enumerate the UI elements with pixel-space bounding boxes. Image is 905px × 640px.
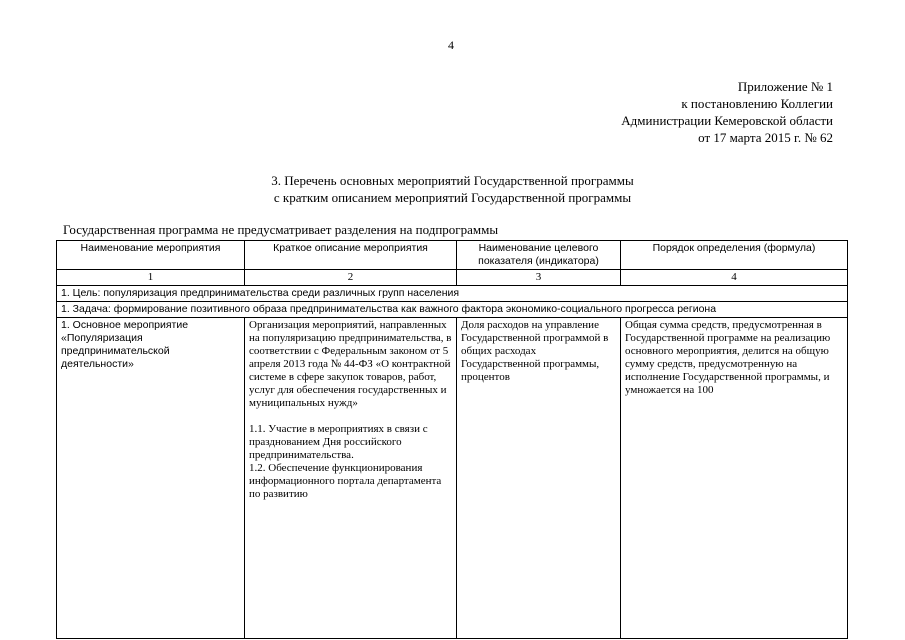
section-title-line-1: 3. Перечень основных мероприятий Государственной программы — [271, 173, 634, 188]
table-header-row — [57, 241, 848, 270]
table-row — [57, 318, 848, 639]
subitem-1-2: 1.2. Обеспечение функционирования информационного портала департамента по развитию — [249, 462, 442, 500]
appendix-header — [621, 78, 833, 146]
column-number: 2 — [245, 270, 457, 286]
appendix-line-2: к постановлению Коллегии — [681, 96, 833, 111]
appendix-line-4: от 17 марта 2015 г. № 62 — [698, 130, 833, 145]
task-row — [57, 302, 848, 318]
column-number: 1 — [57, 270, 245, 286]
header-formula: Порядок определения (формула) — [621, 241, 848, 270]
goal-row — [57, 286, 848, 302]
goal-text: 1. Цель: популяризация предпринимательства среди различных групп населения — [57, 286, 848, 302]
appendix-line-1: Приложение № 1 — [737, 79, 833, 94]
description-text: Организация мероприятий, направленных на популяризацию предпринимательства, в соответствии с Федеральным законом от 5 апреля 2013 года № 44-ФЗ «О контрактной системе в сфере закупок товаров, работ, услуг для обеспечения государственных и муниципальных нужд» — [249, 319, 452, 409]
event-name-cell: 1. Основное мероприятие «Популяризация предпринимательской деятельности» — [57, 318, 245, 639]
event-description-cell — [245, 318, 457, 639]
header-description: Краткое описание мероприятия — [245, 241, 457, 270]
section-title — [0, 172, 905, 206]
description-content — [249, 319, 452, 637]
page-number: 4 — [448, 38, 454, 52]
column-numbers-row — [57, 270, 848, 286]
appendix-line-3: Администрации Кемеровской области — [621, 113, 833, 128]
header-indicator: Наименование целевого показателя (индикатора) — [457, 241, 621, 270]
column-number: 3 — [457, 270, 621, 286]
column-number: 4 — [621, 270, 848, 286]
task-text: 1. Задача: формирование позитивного образа предпринимательства как важного фактора экономико-социального прогресса региона — [57, 302, 848, 318]
subitem-1-1: 1.1. Участие в мероприятиях в связи с празднованием Дня российского предпринимательства. — [249, 423, 428, 461]
header-event-name: Наименование мероприятия — [57, 241, 245, 270]
program-note: Государственная программа не предусматривает разделения на подпрограммы — [63, 222, 499, 237]
section-title-line-2: с кратким описанием мероприятий Государственной программы — [273, 190, 632, 205]
indicator-cell: Доля расходов на управление Государственной программой в общих расходах Государственной программы, процентов — [457, 318, 621, 639]
formula-cell: Общая сумма средств, предусмотренная в Государственной программе на реализацию основного мероприятия, делится на общую сумму средств, предусмотренную на исполнение Государственной программы, и умножается на 100 — [621, 318, 848, 639]
events-table — [56, 240, 848, 639]
